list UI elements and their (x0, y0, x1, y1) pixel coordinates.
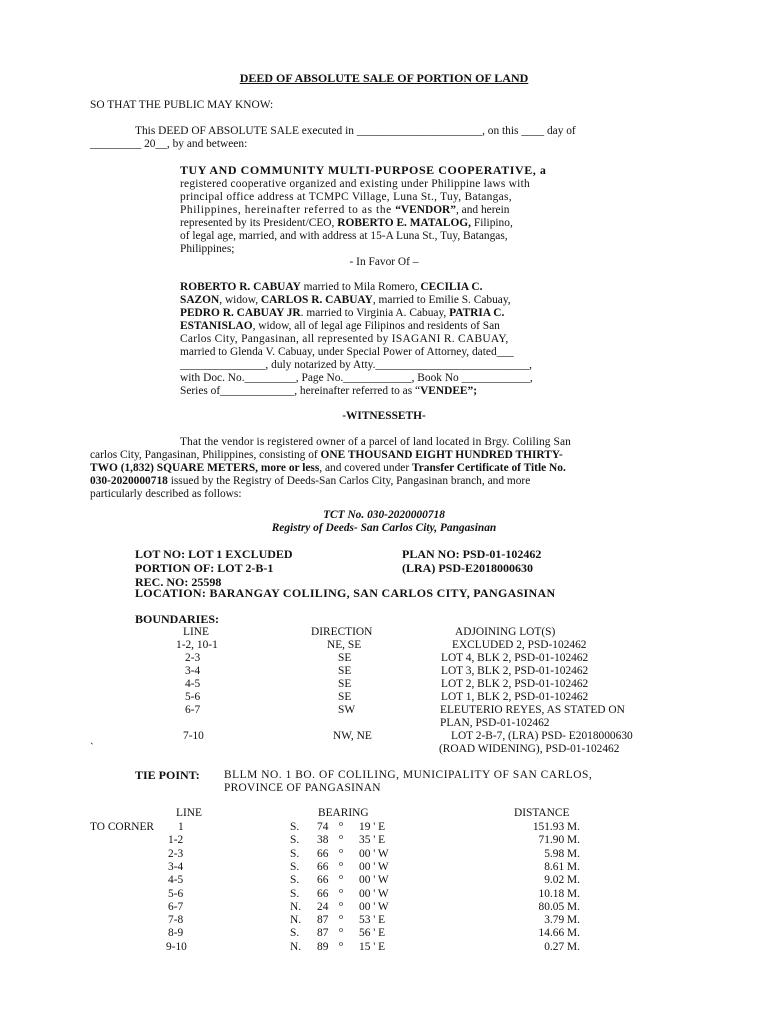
boundary-adjoining: LOT 4, BLK 2, PSD-01-102462 (441, 652, 589, 664)
vendee-line (180, 281, 482, 294)
vendee-name: ESTANISLAO (180, 320, 253, 332)
vendee-name: CECILIA C. (420, 281, 483, 293)
vendee-name: CARLOS R. CABUAY (260, 294, 373, 306)
bearings-header-distance: DISTANCE (514, 807, 570, 819)
bearing-ns: S. (290, 874, 300, 887)
bearings-header-line: LINE (176, 807, 202, 819)
vendee-text: . married to Virginia A. Cabuay, (300, 307, 450, 319)
boundary-adjoining: LOT 2, BLK 2, PSD-01-102462 (441, 678, 589, 690)
vendee-text: married to Mila Romero, (300, 281, 421, 293)
degree-symbol: o (339, 819, 343, 828)
vendor-text: Filipino, (471, 217, 513, 229)
boundary-direction: SE (338, 652, 352, 664)
bearing-ns: N. (290, 940, 302, 953)
vendee-text: , widow, all of legal age Filipinos and residents of San (252, 320, 500, 332)
intro-line-2: _________ 20__, by and between: (90, 138, 248, 150)
boundary-adjoining: ELEUTERIO REYES, AS STATED ON (440, 704, 625, 716)
degree-symbol: o (339, 885, 343, 895)
portion-of: PORTION OF: LOT 2-B-1 (135, 561, 274, 575)
opening-line: SO THAT THE PUBLIC MAY KNOW: (90, 99, 274, 111)
paragraph-line: particularly described as follows: (90, 488, 242, 500)
bearing-distance: 3.79 M. (544, 914, 580, 927)
bearing-degrees: 66 (317, 860, 329, 873)
bearing-ns: S. (290, 834, 300, 847)
degree-symbol: o (339, 925, 343, 935)
vendee-name: SAZON (180, 294, 220, 306)
bearing-distance: 10.18 M. (538, 887, 580, 900)
vendor-line (180, 217, 513, 230)
bearing-line: 1-2 (168, 834, 184, 847)
vendee-line: married to Glenda V. Cabuay, under Special Power of Attorney, dated___ (180, 346, 514, 358)
bearing-line: 9-10 (166, 940, 187, 953)
bearing-line: 8-9 (168, 927, 184, 940)
bearing-line: 7-8 (168, 914, 184, 927)
bearing-degrees: 66 (317, 887, 329, 900)
intro-line-1: This DEED OF ABSOLUTE SALE executed in ______________________, on this ____ day of (135, 125, 576, 137)
vendor-line: Philippines; (180, 243, 235, 255)
boundary-direction: SE (338, 665, 352, 677)
bearing-degrees: 66 (317, 874, 329, 887)
tie-point-label: TIE POINT: (135, 768, 200, 782)
vendee-name: ROBERTO R. CABUAY (180, 281, 301, 293)
vendor-line: of legal age, married, and with address at 15-A Luna St., Tuy, Batangas, (180, 230, 508, 242)
paragraph-text: carlos City, Pangasinan, Philippines, consisting of (90, 449, 321, 461)
title-number: 030-2020000718 (90, 475, 168, 487)
bearing-distance: 0.27 M. (544, 940, 580, 953)
boundary-direction: SE (338, 678, 352, 690)
rec-number: REC. NO: 25598 (135, 575, 222, 589)
bearing-minutes: 19 ' E (359, 821, 386, 833)
bearing-distance: 8.61 M. (544, 860, 580, 873)
tie-point-line: PROVINCE OF PANGASINAN (224, 782, 381, 794)
bearing-minutes: 15 ' E (359, 940, 386, 953)
bearing-ns: S. (290, 821, 300, 833)
boundaries-heading: BOUNDARIES: (135, 612, 220, 626)
bearing-ns: S. (290, 927, 300, 940)
degree-symbol: o (339, 858, 343, 868)
bearing-ns: N. (290, 914, 302, 927)
paragraph-line (90, 449, 563, 462)
boundary-adjoining: LOT 3, BLK 2, PSD-01-102462 (441, 665, 589, 677)
boundaries-header-adjoining: ADJOINING LOT(S) (455, 626, 556, 638)
boundary-line: 6-7 (185, 704, 201, 716)
vendee-line: with Doc. No._________, Page No.____________, Book No ____________, (180, 372, 533, 384)
degree-symbol: o (339, 832, 343, 842)
boundary-line: 1-2, 10-1 (176, 639, 218, 651)
boundary-adjoining: LOT 1, BLK 2, PSD-01-102462 (441, 691, 589, 703)
boundary-adjoining: PLAN, PSD-01-102462 (440, 717, 550, 729)
in-favor-of: - In Favor Of – (349, 256, 419, 268)
bearing-line: 6-7 (168, 900, 184, 913)
bearing-minutes: 00 ' W (359, 887, 389, 900)
bearing-minutes: 56 ' E (359, 927, 386, 940)
lra-number: (LRA) PSD-E2018000630 (402, 561, 533, 575)
location: LOCATION: BARANGAY COLILING, SAN CARLOS CITY, PANGASINAN (135, 586, 556, 600)
paragraph-line: That the vendor is registered owner of a parcel of land located in Brgy. Coliling San (180, 436, 571, 448)
vendor-text: represented by its President/CEO, (180, 217, 338, 229)
boundary-line: 3-4 (185, 665, 201, 677)
land-area: TWO (1,832) SQUARE METERS, more or less (90, 462, 320, 474)
document-title: DEED OF ABSOLUTE SALE OF PORTION OF LAND (239, 71, 529, 85)
boundary-direction: SW (338, 704, 356, 716)
bearing-distance: 14.66 M. (538, 927, 580, 940)
bearing-minutes: 00 ' W (359, 860, 389, 873)
degree-symbol: o (339, 898, 343, 908)
bearing-minutes: 00 ' W (359, 847, 389, 860)
paragraph-line (90, 475, 530, 488)
bearing-minutes: 35 ' E (359, 834, 386, 847)
vendor-name: TUY AND COMMUNITY MULTI-PURPOSE COOPERATIVE, a (180, 163, 547, 177)
bearing-line: 2-3 (168, 847, 184, 860)
boundaries-header-direction: DIRECTION (311, 626, 373, 638)
bearing-degrees: 87 (317, 914, 329, 927)
vendor-text: Philippines, hereinafter referred to as the (180, 204, 396, 216)
lot-number: LOT NO: LOT 1 EXCLUDED (135, 547, 293, 561)
bearing-degrees: 38 (317, 834, 329, 847)
title-reference: Transfer Certificate of Title No. (411, 462, 566, 474)
boundaries-header-line: LINE (183, 626, 209, 638)
vendor-line (180, 204, 509, 217)
vendee-text: , married to Emilie S. Cabuay, (372, 294, 511, 306)
paragraph-line (90, 462, 566, 475)
bearing-distance: 71.90 M. (538, 834, 580, 847)
bearing-degrees: 74 (317, 821, 329, 833)
vendee-line (180, 320, 500, 333)
bearing-degrees: 87 (317, 927, 329, 940)
boundary-adjoining: LOT 2-B-7, (LRA) PSD- E2018000630 (451, 730, 633, 742)
vendee-role: VENDEE”; (420, 385, 478, 397)
vendee-line: _______________, duly notarized by Atty.___________________________, (180, 359, 533, 371)
bearing-distance: 80.05 M. (538, 900, 580, 913)
tct-registry: Registry of Deeds- San Carlos City, Pangasinan (271, 522, 497, 534)
degree-symbol: o (339, 938, 343, 948)
bearing-line: 4-5 (168, 874, 184, 887)
paragraph-text: issued by the Registry of Deeds-San Carlos City, Pangasinan branch, and more (167, 475, 531, 487)
degree-symbol: o (339, 845, 343, 855)
boundary-direction: NW, NE (333, 730, 372, 742)
bearing-degrees: 89 (317, 940, 329, 953)
bearing-minutes: 00 ' W (359, 874, 389, 887)
bearing-distance: 5.98 M. (544, 847, 580, 860)
vendee-text: , widow, (219, 294, 261, 306)
bearings-header-bearing: BEARING (318, 807, 369, 819)
vendor-text: , and herein (455, 204, 510, 216)
boundary-line: 5-6 (185, 691, 201, 703)
boundary-direction: NE, SE (327, 639, 362, 651)
degree-symbol: o (339, 872, 343, 882)
vendor-role: “VENDOR” (395, 204, 456, 216)
vendee-name: PEDRO R. CABUAY JR (180, 307, 301, 319)
bearing-distance: 9.02 M. (544, 874, 580, 887)
boundary-adjoining: (ROAD WIDENING), PSD-01-102462 (439, 743, 620, 755)
bearing-line: 5-6 (168, 887, 184, 900)
bearing-degrees: 24 (317, 900, 329, 913)
boundary-line: 2-3 (185, 652, 201, 664)
plan-number: PLAN NO: PSD-01-102462 (402, 547, 542, 561)
vendee-line (180, 307, 504, 320)
tie-point-line: BLLM NO. 1 BO. OF COLILING, MUNICIPALITY OF SAN CARLOS, (224, 769, 593, 781)
bearing-ns: S. (290, 860, 300, 873)
bearing-degrees: 66 (317, 847, 329, 860)
bearing-minutes: 00 ' W (359, 900, 389, 913)
boundary-direction: SE (338, 691, 352, 703)
vendee-line (180, 385, 477, 398)
bearing-distance: 151.93 M. (532, 821, 580, 833)
boundary-adjoining: EXCLUDED 2, PSD-102462 (452, 639, 587, 651)
bearing-line: 1 (178, 821, 184, 833)
vendor-line: registered cooperative organized and existing under Philippine laws with (180, 178, 530, 190)
bearing-minutes: 53 ' E (359, 914, 386, 927)
vendee-name: PATRIA C. (449, 307, 505, 319)
tct-number: TCT No. 030-2020000718 (323, 509, 445, 521)
bearing-ns: S. (290, 847, 300, 860)
stray-mark: ` (90, 742, 94, 754)
vendee-line: Carlos City, Pangasinan, all represented by ISAGANI R. CABUAY, (180, 333, 509, 345)
paragraph-text: , and covered under (319, 462, 412, 474)
land-area: ONE THOUSAND EIGHT HUNDRED THIRTY- (320, 449, 563, 461)
degree-symbol: o (339, 912, 343, 922)
bearing-prefix: TO CORNER (90, 821, 155, 833)
witnesseth-heading: -WITNESSETH- (342, 410, 426, 422)
vendor-line: principal office address at TCMPC Village, Luna St., Tuy, Batangas, (180, 191, 512, 203)
bearing-ns: N. (290, 900, 302, 913)
vendor-representative: ROBERTO E. MATALOG, (337, 217, 472, 229)
vendee-line (180, 294, 511, 307)
vendee-text: Series of_____________, hereinafter referred to as “ (180, 385, 421, 397)
boundary-line: 7-10 (183, 730, 204, 742)
bearing-line: 3-4 (168, 860, 184, 873)
bearing-ns: S. (290, 887, 300, 900)
boundary-line: 4-5 (185, 678, 201, 690)
